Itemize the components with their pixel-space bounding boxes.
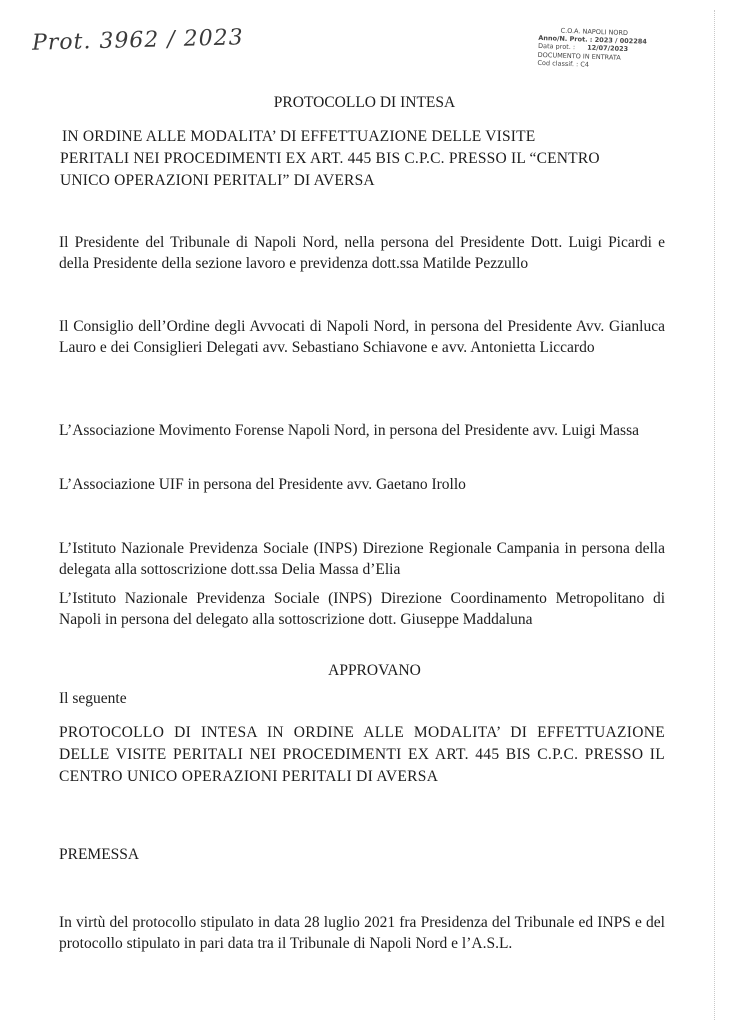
party-consiglio-ordine: Il Consiglio dell’Ordine degli Avvocati di Napoli Nord, in persona del Presidente Avv. Gianluca Lauro e dei Consiglieri Delegati avv. Sebastiano Schiavone e avv. Antonietta Liccardo [59, 318, 665, 356]
scan-edge-marks [714, 10, 723, 1020]
party-uif: L’Associazione UIF in persona del Presidente avv. Gaetano Irollo [59, 476, 466, 493]
subject-line-2: PERITALI NEI PROCEDIMENTI EX ART. 445 BIS C.P.C. PRESSO IL “CENTRO [60, 150, 600, 167]
stamp-class-label: Cod classif. : [537, 58, 579, 69]
party-inps-regionale: L’Istituto Nazionale Previdenza Sociale (INPS) Direzione Regionale Campania in persona della delegata alla sottoscrizione dott.ssa Delia Massa d’Elia [59, 540, 665, 578]
stamp-office: C.O.A. NAPOLI NORD [560, 26, 629, 38]
premessa-intro: In virtù del protocollo stipulato in data 28 luglio 2021 fra Presidenza del Tribunale ed INPS e del protocollo stipulato in pari data tra il Tribunale di Napoli Nord e l’A.S.L. [59, 914, 665, 952]
stamp-prot-value: 2023 / 002284 [594, 36, 647, 46]
document-subject [62, 126, 662, 192]
subject-line-3: UNICO OPERAZIONI PERITALI” DI AVERSA [60, 172, 375, 189]
protocol-subject-caps: PROTOCOLLO DI INTESA IN ORDINE ALLE MODALITA’ DI EFFETTUAZIONE DELLE VISITE PERITALI NEI PROCEDIMENTI EX ART. 445 BIS C.P.C. PRESSO IL CENTRO UNICO OPERAZIONI PERITALI DI AVERSA [59, 724, 665, 785]
stamp-doc-type: DOCUMENTO IN ENTRATA [537, 50, 621, 62]
party-tribunale: Il Presidente del Tribunale di Napoli Nord, nella persona del Presidente Dott. Luigi Picardi e della Presidente della sezione lavoro e previdenza dott.ssa Matilde Pezzullo [59, 234, 665, 272]
document-title: PROTOCOLLO DI INTESA [273, 94, 456, 111]
il-seguente: Il seguente [59, 690, 127, 707]
registration-stamp [537, 26, 658, 71]
premessa-heading: PREMESSA [59, 846, 140, 863]
stamp-date-value: 12/07/2023 [587, 44, 629, 54]
stamp-prot-label: Anno/N. Prot. : [538, 34, 593, 45]
approvano-heading: APPROVANO [328, 662, 421, 679]
party-movimento-forense: L’Associazione Movimento Forense Napoli Nord, in persona del Presidente avv. Luigi Massa [59, 422, 639, 439]
handwritten-protocol-number: Prot. 3962 / 2023 [31, 25, 245, 56]
stamp-class-value: C4 [580, 60, 590, 69]
subject-line-1: IN ORDINE ALLE MODALITA’ DI EFFETTUAZIONE DELLE VISITE [62, 128, 536, 145]
stamp-date-label: Data prot. : [537, 42, 576, 52]
party-inps-metropolitano: L’Istituto Nazionale Previdenza Sociale (INPS) Direzione Coordinamento Metropolitano di Napoli in persona del delegato alla sottoscrizione dott. Giuseppe Maddaluna [59, 590, 665, 628]
